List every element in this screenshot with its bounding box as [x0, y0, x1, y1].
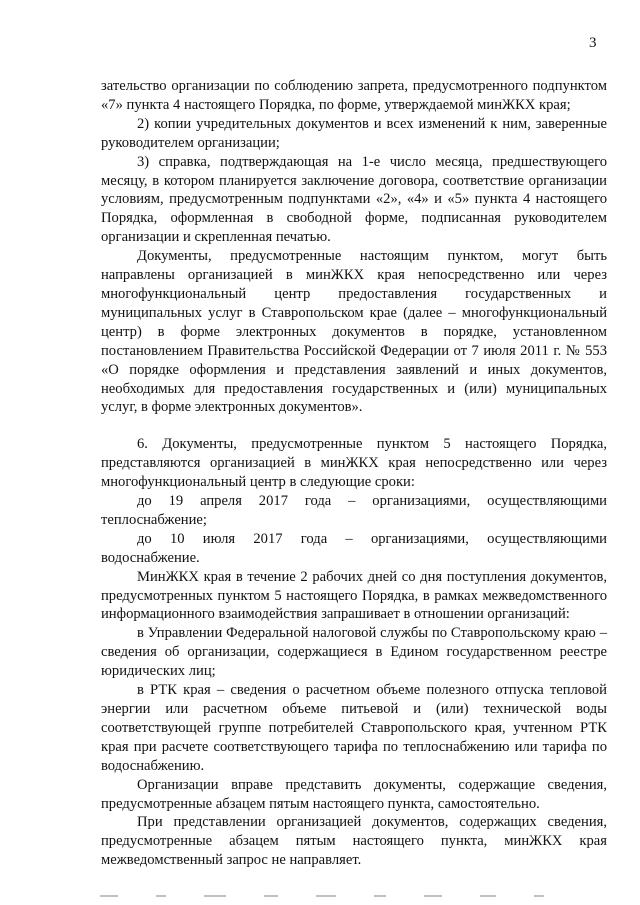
paragraph-10: в РТК края – сведения о расчетном объеме полезного отпуска тепловой энергии или расчетном объеме питьевой и (или) технической воды соответствующей группе потребителей Ставропольского края, учтенном РТК края при расчете соответствующего тарифа по теплоснабжению или тарифа по водоснабжению. — [101, 682, 607, 774]
paragraph-1: зательство организации по соблюдению запрета, предусмотренного подпунктом «7» пункта 4 настоящего Порядка, по форме, утверждаемой минЖКХ края; — [101, 78, 607, 113]
scan-artifact-marks — [100, 893, 620, 899]
paragraph-4: Документы, предусмотренные настоящим пунктом, могут быть направлены организацией в минЖКХ края непосредственно или через многофункциональный центр предоставления государственных и муниципальных услуг в Ставропольском крае (далее – многофункциональный центр) в форме электронных документов в порядке, установленном постановлением Правительства Российской Федерации от 7 июля 2011 г. № 553 «О порядке оформления и представления заявлений и иных документов, необходимых для предоставления государственных и (или) муниципальных услуг, в форме электронных документов». — [101, 248, 607, 416]
paragraph-6: до 19 апреля 2017 года – организациями, осуществляющими теплоснабжение; — [101, 493, 607, 528]
paragraph-3: 3) справка, подтверждающая на 1-е число месяца, предшествующего месяцу, в котором планируется заключение договора, соответствие организации условиям, предусмотренным подпунктами «2», «4» и «5» пункта 4 настоящего Порядка, оформленная в свободной форме, подписанная руководителем организации и скрепленная печатью. — [101, 153, 607, 246]
document-body — [101, 77, 607, 870]
paragraph-7: до 10 июля 2017 года – организациями, осуществляющими водоснабжение. — [101, 530, 607, 566]
paragraph-9: в Управлении Федеральной налоговой службы по Ставропольскому краю – сведения об организации, содержащиеся в Едином государственном реестре юридических лиц; — [101, 625, 607, 680]
paragraph-12: При представлении организацией документов, содержащих сведения, предусмотренные абзацем пятым настоящего пункта, минЖКХ края межведомственный запрос не направляет. — [101, 814, 607, 869]
paragraph-5: 6. Документы, предусмотренные пунктом 5 настоящего Порядка, представляются организацией в минЖКХ края непосредственно или через многофункциональный центр в следующие сроки: — [101, 436, 607, 491]
page-number: 3 — [589, 35, 597, 51]
paragraph-8: МинЖКХ края в течение 2 рабочих дней со дня поступления документов, предусмотренных пунктом 5 настоящего Порядка, в рамках межведомственного информационного взаимодействия запрашивает в отношении организаций: — [101, 568, 607, 623]
paragraph-11: Организации вправе представить документы, содержащие сведения, предусмотренные абзацем пятым настоящего пункта, самостоятельно. — [101, 776, 607, 812]
paragraph-2: 2) копии учредительных документов и всех изменений к ним, заверенные руководителем организации; — [101, 115, 607, 151]
